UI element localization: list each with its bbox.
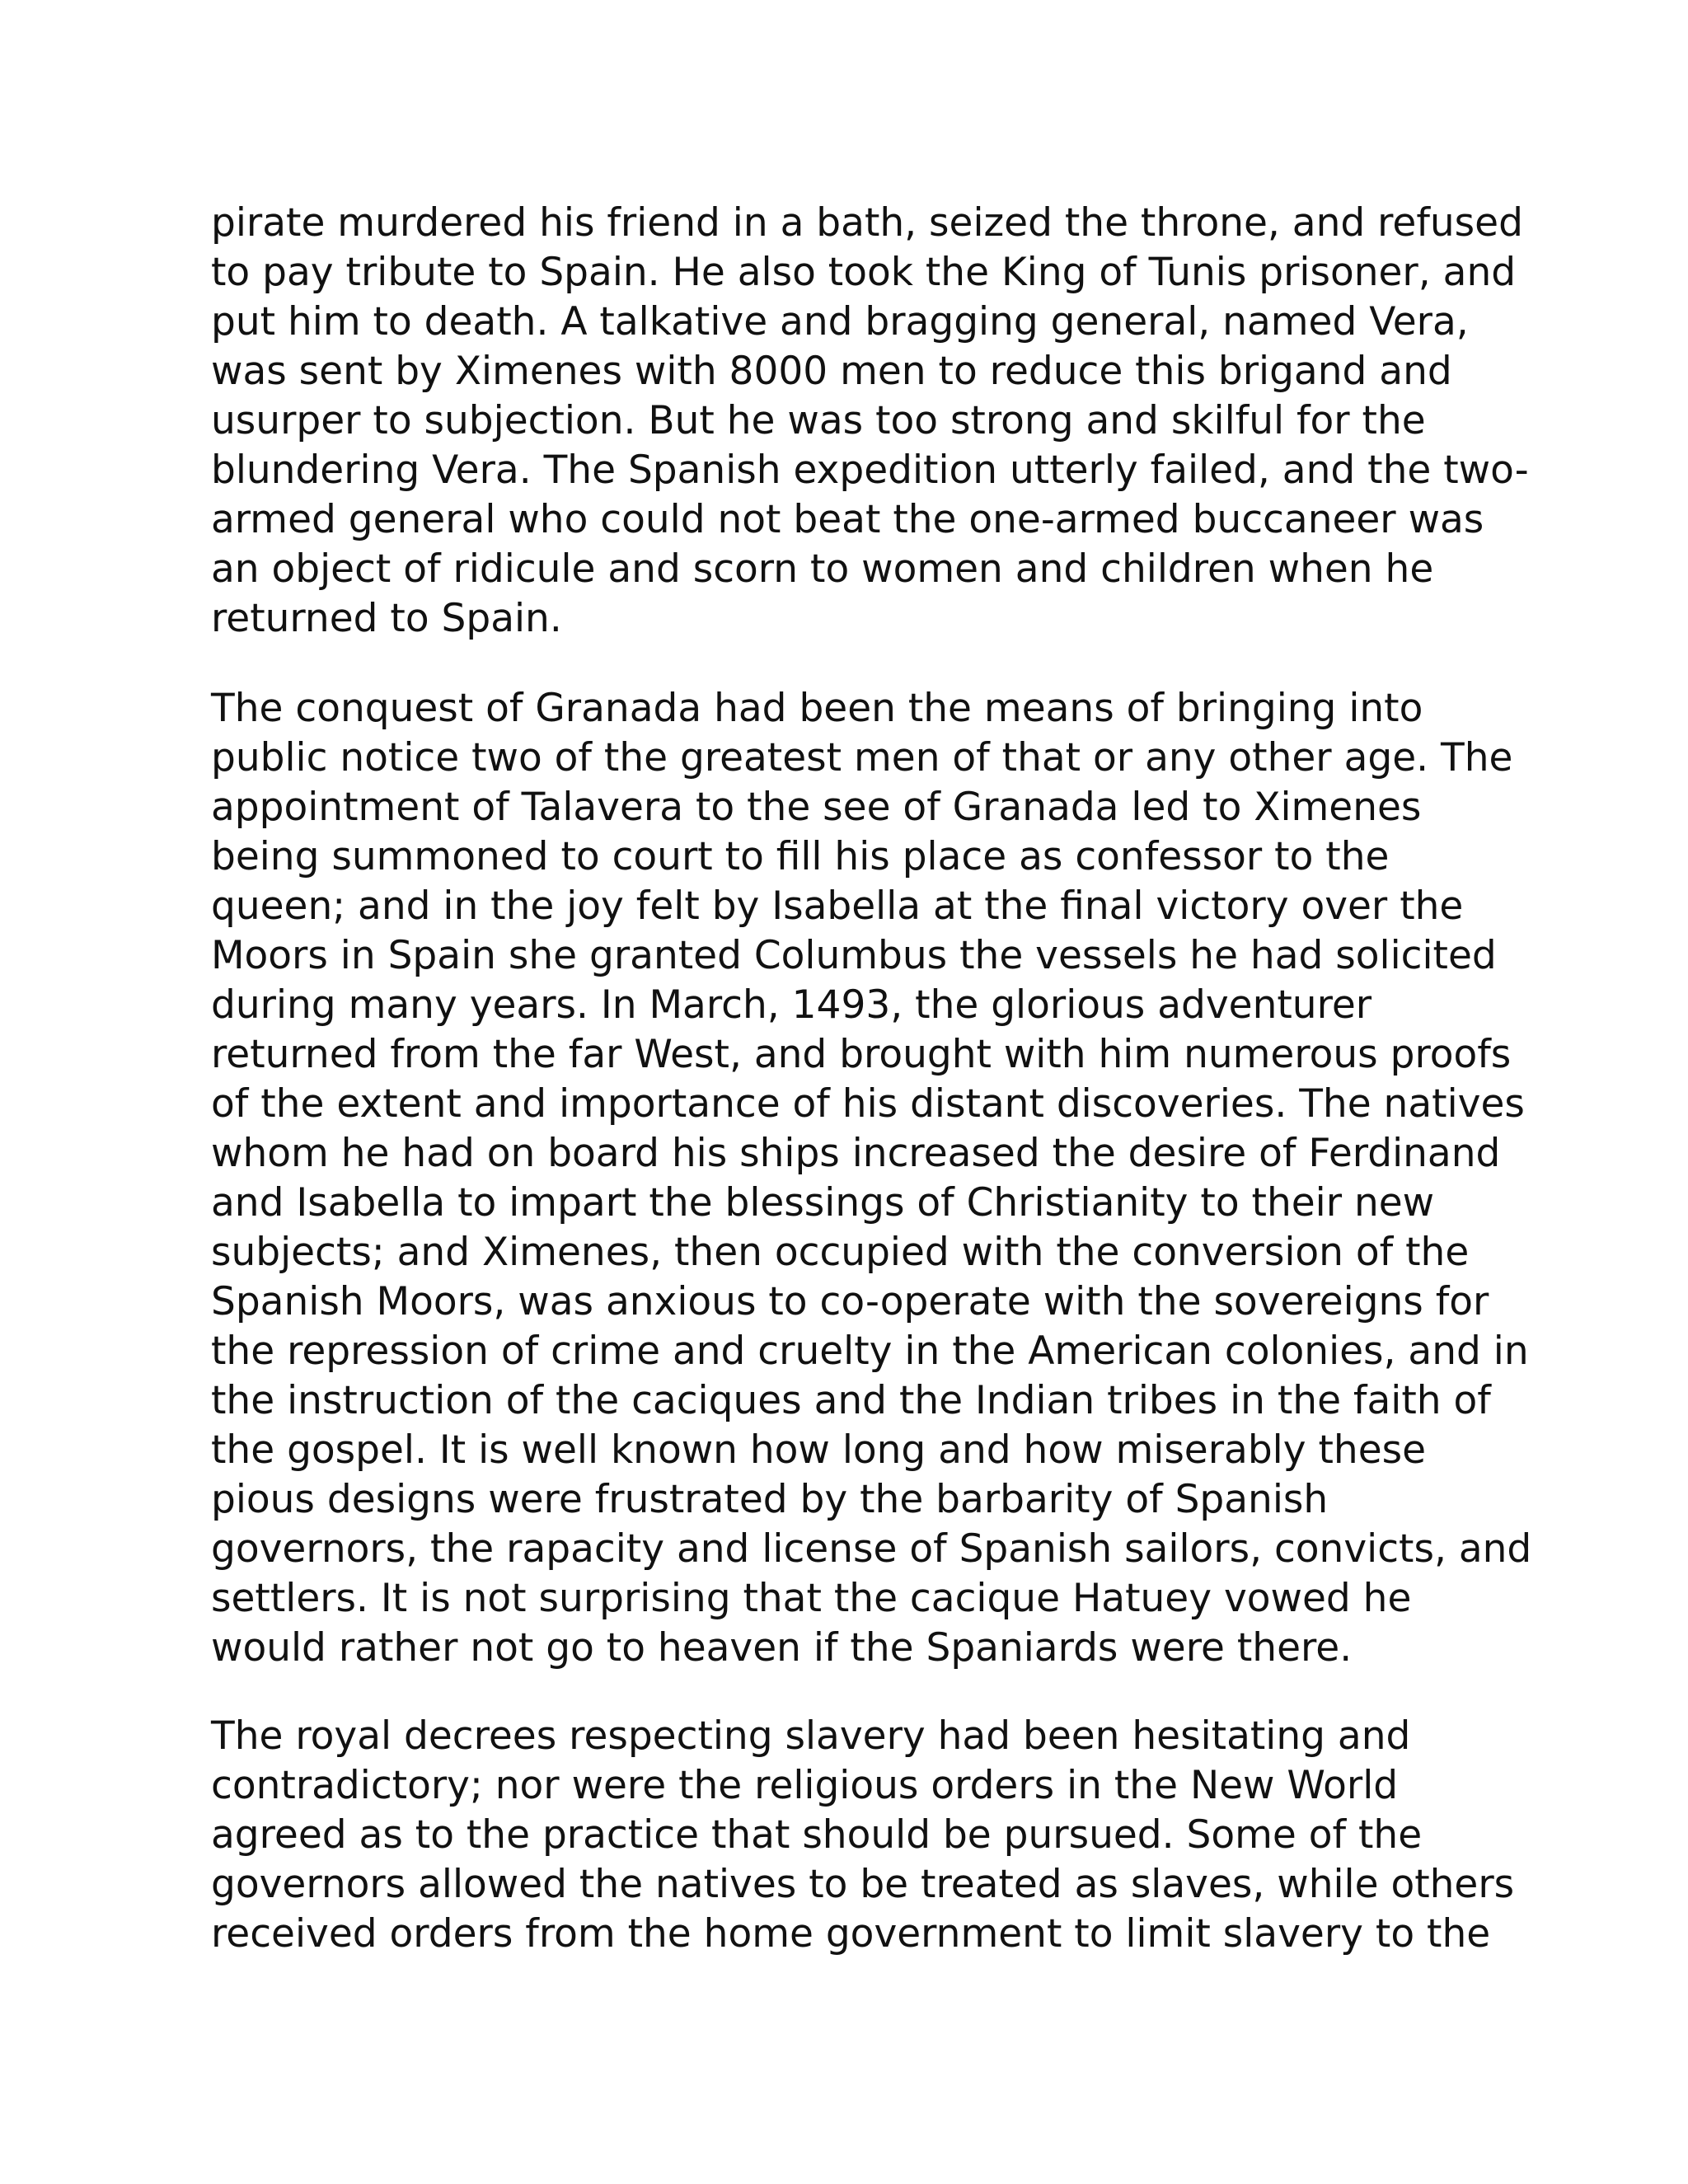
text-line: Spanish Moors, was anxious to co-operate with the sovereigns for (211, 1279, 1489, 1324)
text-line: would rather not go to heaven if the Spaniards were there. (211, 1625, 1353, 1671)
text-line: returned from the far West, and brought with him numerous proofs (211, 1032, 1512, 1077)
text-line: governors, the rapacity and license of Spanish sailors, convicts, and (211, 1526, 1532, 1572)
paragraph-1 (211, 199, 1529, 644)
text-line: agreed as to the practice that should be pursued. Some of the (211, 1812, 1423, 1858)
text-line: Moors in Spain she granted Columbus the vessels he had solicited (211, 933, 1497, 978)
text-line: returned to Spain. (211, 596, 562, 641)
text-line: received orders from the home government to limit slavery to the (211, 1911, 1491, 1957)
text-line: put him to death. A talkative and bragging general, named Vera, (211, 299, 1469, 344)
text-line: subjects; and Ximenes, then occupied with the conversion of the (211, 1230, 1470, 1275)
text-line: blundering Vera. The Spanish expedition utterly failed, and the two- (211, 448, 1529, 493)
text-line: usurper to subjection. But he was too strong and skilful for the (211, 398, 1426, 443)
text-line: to pay tribute to Spain. He also took the King of Tunis prisoner, and (211, 250, 1517, 295)
text-line: during many years. In March, 1493, the glorious adventurer (211, 982, 1372, 1028)
text-line: and Isabella to impart the blessings of Christianity to their new (211, 1180, 1435, 1226)
paragraph-3 (211, 1712, 1515, 1959)
text-line: The conquest of Granada had been the means of bringing into (211, 686, 1423, 731)
paragraph-2 (211, 684, 1532, 1673)
text-line: an object of ridicule and scorn to women and children when he (211, 546, 1434, 592)
text-line: governors allowed the natives to be treated as slaves, while others (211, 1862, 1515, 1907)
text-line: was sent by Ximenes with 8000 men to reduce this brigand and (211, 349, 1452, 394)
text-line: contradictory; nor were the religious orders in the New World (211, 1763, 1399, 1808)
text-line: the gospel. It is well known how long and how miserably these (211, 1427, 1427, 1473)
text-line: the instruction of the caciques and the Indian tribes in the faith of (211, 1378, 1491, 1423)
text-line: settlers. It is not surprising that the cacique Hatuey vowed he (211, 1576, 1412, 1621)
text-line: pious designs were frustrated by the barbarity of Spanish (211, 1477, 1329, 1522)
text-line: public notice two of the greatest men of that or any other age. The (211, 735, 1513, 780)
text-line: armed general who could not beat the one-armed buccaneer was (211, 497, 1484, 542)
text-line: pirate murdered his friend in a bath, seized the throne, and refused (211, 200, 1523, 246)
text-line: whom he had on board his ships increased the desire of Ferdinand (211, 1131, 1501, 1176)
text-line: the repression of crime and cruelty in the American colonies, and in (211, 1329, 1529, 1374)
text-line: queen; and in the joy felt by Isabella at the final victory over the (211, 883, 1464, 929)
text-line: The royal decrees respecting slavery had been hesitating and (211, 1713, 1411, 1759)
text-line: appointment of Talavera to the see of Granada led to Ximenes (211, 785, 1422, 830)
text-line: being summoned to court to fill his place as confessor to the (211, 834, 1390, 879)
text-line: of the extent and importance of his distant discoveries. The natives (211, 1081, 1525, 1127)
